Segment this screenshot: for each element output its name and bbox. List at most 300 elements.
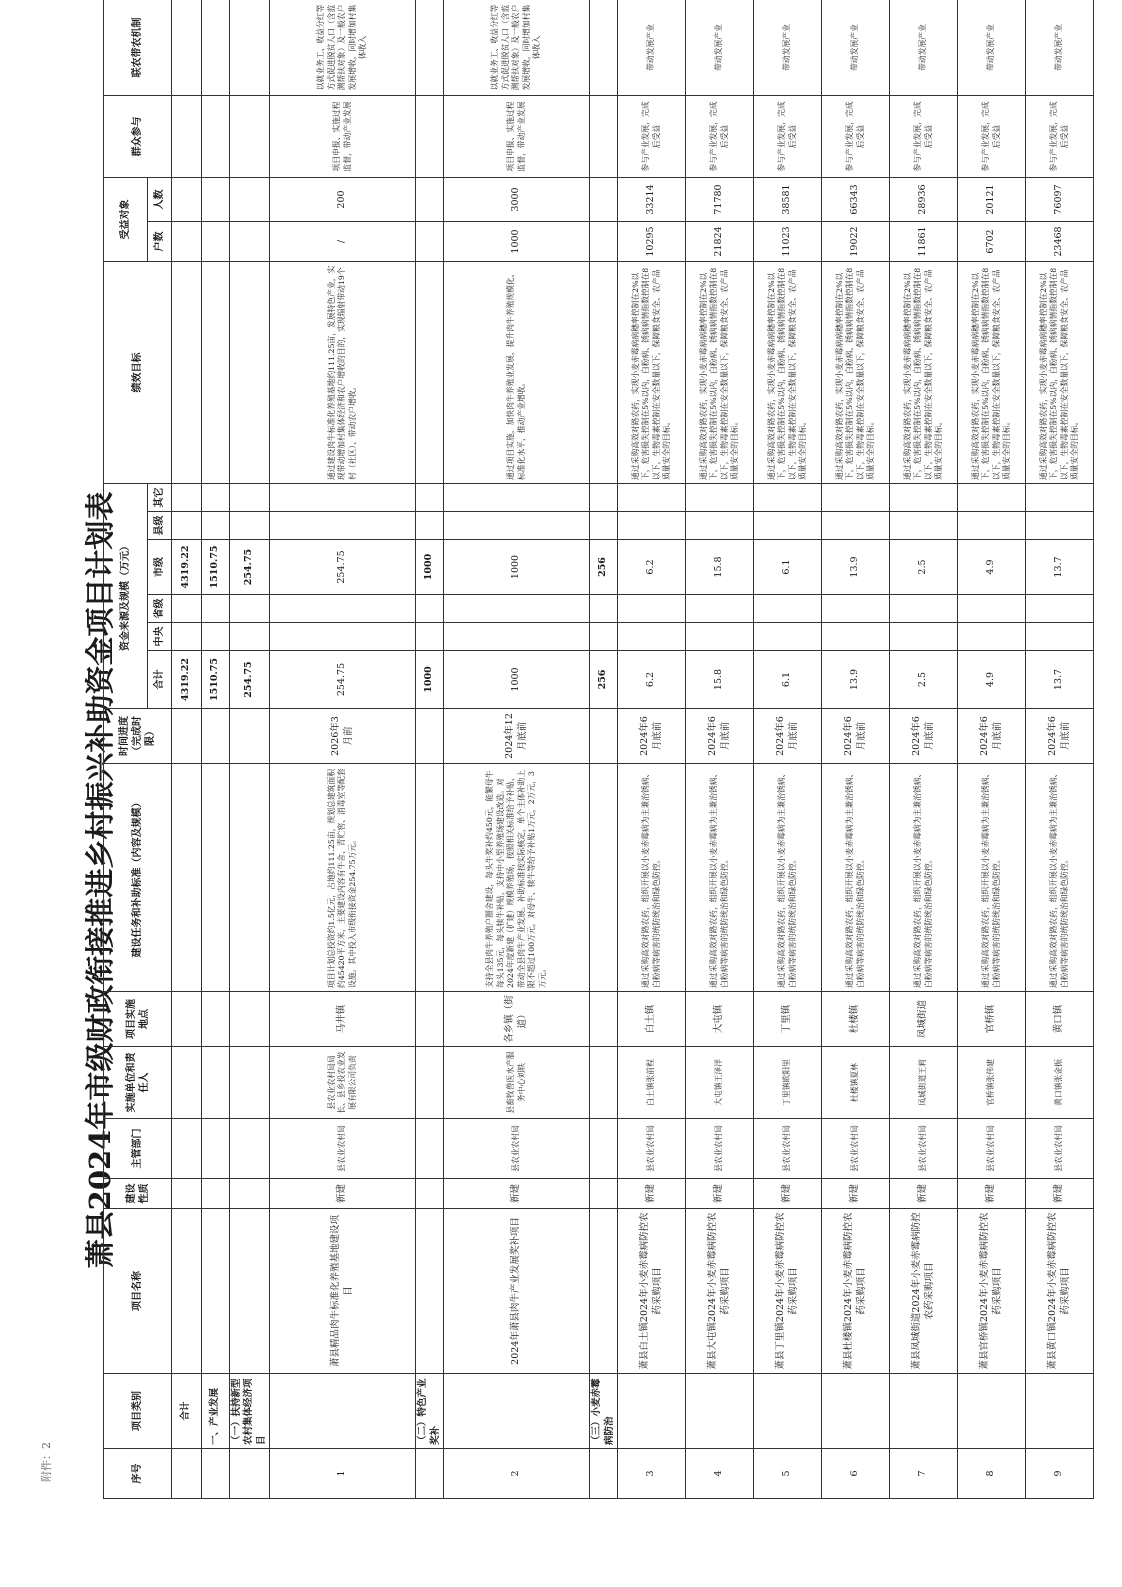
cell-nature: 新建 bbox=[270, 1179, 416, 1209]
cell-content bbox=[590, 764, 618, 992]
cell-nature: 新建 bbox=[958, 1179, 1026, 1209]
cell-participation: 参与产业发展，完成后受益 bbox=[754, 96, 822, 178]
cell-participation: 参与产业发展，完成后受益 bbox=[1026, 96, 1094, 178]
cell-households bbox=[590, 222, 618, 262]
cell-content: 通过采购高效对路农药，组织开展以小麦赤霉病为主兼治锈病、白粉病等病害的统防统治和绿色防控。 bbox=[890, 764, 958, 992]
table-body bbox=[172, 0, 1094, 1499]
cell-unit bbox=[202, 1047, 230, 1119]
page-title: 萧县2024年市级财政衔接推进乡村振兴补助资金项目计划表 bbox=[83, 491, 117, 1269]
cell-category: （一）扶持新型农村集体经济项目 bbox=[230, 1374, 270, 1449]
cell-location: 各乡镇（街道） bbox=[444, 992, 590, 1047]
cell-people: 66343 bbox=[822, 178, 890, 222]
table-row bbox=[754, 0, 822, 1499]
cell-target bbox=[416, 262, 444, 484]
cell-central bbox=[416, 623, 444, 651]
col-city: 市级 bbox=[148, 540, 172, 595]
cell-name: 萧县白土镇2024年小麦赤霉病防控农药采购项目 bbox=[618, 1209, 686, 1374]
cell-province bbox=[202, 595, 230, 623]
cell-category bbox=[890, 1374, 958, 1449]
cell-other bbox=[444, 484, 590, 512]
cell-content: 通过采购高效对路农药，组织开展以小麦赤霉病为主兼治锈病、白粉病等病害的统防统治和绿色防控。 bbox=[1026, 764, 1094, 992]
cell-unit bbox=[416, 1047, 444, 1119]
cell-province bbox=[590, 595, 618, 623]
cell-schedule: 2024年6月底前 bbox=[1026, 709, 1094, 764]
cell-schedule bbox=[590, 709, 618, 764]
cell-location: 大屯镇 bbox=[686, 992, 754, 1047]
cell-province bbox=[686, 595, 754, 623]
cell-seq: 8 bbox=[958, 1449, 1026, 1499]
cell-seq bbox=[230, 1449, 270, 1499]
cell-category bbox=[1026, 1374, 1094, 1449]
cell-city: 6.1 bbox=[754, 540, 822, 595]
cell-content: 支持全县肉牛养殖户圈舍建设，每头牛奖补约450元，能繁母牛每头135元，每头犊牛补贴，支持中小型养殖场建设改造。对2024年度新建（扩建）规模养殖场，按照相关标准给予补贴，带动全县肉牛产业发展。补助标准按实际核定，单个主体补助上限不超过100万元，对母牛、犊牛等给予补贴1万元，2万元，3万元。 bbox=[444, 764, 590, 992]
cell-dept: 县农业农村局 bbox=[822, 1119, 890, 1179]
cell-target bbox=[230, 262, 270, 484]
cell-other bbox=[416, 484, 444, 512]
cell-province bbox=[754, 595, 822, 623]
cell-households: / bbox=[270, 222, 416, 262]
cell-dept: 县农业农村局 bbox=[618, 1119, 686, 1179]
cell-category bbox=[444, 1374, 590, 1449]
cell-target bbox=[590, 262, 618, 484]
cell-households: 21824 bbox=[686, 222, 754, 262]
cell-target: 通过采购高效对路农药，实现小麦赤霉病病穗率控制在2%以下，危害损失控制在5%以内，白粉病、锈病病情指数控制在8以下，生物毒素控制在安全数量以下，保障粮食安全、农产品质量安全的目标。 bbox=[618, 262, 686, 484]
col-target: 绩效目标 bbox=[104, 262, 172, 484]
table-row bbox=[444, 0, 590, 1499]
cell-category: 一、产业发展 bbox=[202, 1374, 230, 1449]
cell-schedule: 2024年6月底前 bbox=[618, 709, 686, 764]
col-province: 省级 bbox=[148, 595, 172, 623]
cell-name bbox=[230, 1209, 270, 1374]
cell-linkage: 带动发展产业 bbox=[686, 0, 754, 96]
cell-city: 15.8 bbox=[686, 540, 754, 595]
cell-total: 4.9 bbox=[958, 651, 1026, 709]
col-county: 县级 bbox=[148, 512, 172, 540]
cell-name: 2024年萧县肉牛产业发展奖补项目 bbox=[444, 1209, 590, 1374]
cell-participation: 项目申报、实施过程监督，带动产业发展 bbox=[270, 96, 416, 178]
cell-people: 71780 bbox=[686, 178, 754, 222]
cell-province bbox=[958, 595, 1026, 623]
cell-total: 6.2 bbox=[618, 651, 686, 709]
cell-location: 凤城街道 bbox=[890, 992, 958, 1047]
cell-other bbox=[270, 484, 416, 512]
cell-dept: 县农业农村局 bbox=[1026, 1119, 1094, 1179]
cell-dept: 县农业农村局 bbox=[890, 1119, 958, 1179]
cell-households bbox=[416, 222, 444, 262]
cell-total: 254.75 bbox=[270, 651, 416, 709]
table-row bbox=[1026, 0, 1094, 1499]
cell-schedule bbox=[416, 709, 444, 764]
cell-province bbox=[230, 595, 270, 623]
cell-seq: 7 bbox=[890, 1449, 958, 1499]
cell-linkage bbox=[590, 0, 618, 96]
table-row bbox=[686, 0, 754, 1499]
col-content: 建设任务和补助标准（内容及规模） bbox=[104, 764, 172, 992]
cell-schedule: 2024年12月底前 bbox=[444, 709, 590, 764]
cell-province bbox=[890, 595, 958, 623]
cell-participation: 参与产业发展，完成后受益 bbox=[822, 96, 890, 178]
col-category: 项目类别 bbox=[104, 1374, 172, 1449]
header-row-1 bbox=[104, 0, 148, 1499]
cell-unit: 大屯镇王泽洋 bbox=[686, 1047, 754, 1119]
col-nature: 建设性质 bbox=[104, 1179, 172, 1209]
cell-target: 通过采购高效对路农药，实现小麦赤霉病病穗率控制在2%以下，危害损失控制在5%以内，白粉病、锈病病情指数控制在8以下，生物毒素控制在安全数量以下，保障粮食安全、农产品质量安全的目标。 bbox=[958, 262, 1026, 484]
cell-seq bbox=[416, 1449, 444, 1499]
cell-unit: 凤城街道王莉 bbox=[890, 1047, 958, 1119]
cell-category bbox=[618, 1374, 686, 1449]
cell-nature: 新建 bbox=[1026, 1179, 1094, 1209]
cell-location bbox=[416, 992, 444, 1047]
cell-other bbox=[754, 484, 822, 512]
cell-location: 杜楼镇 bbox=[822, 992, 890, 1047]
summary-city: 4319.22 bbox=[172, 540, 202, 595]
cell-linkage: 带动发展产业 bbox=[1026, 0, 1094, 96]
cell-participation: 参与产业发展，完成后受益 bbox=[890, 96, 958, 178]
col-funds: 资金来源及规模（万元） bbox=[104, 484, 148, 709]
cell-other bbox=[202, 484, 230, 512]
cell-province bbox=[444, 595, 590, 623]
col-dept: 主管部门 bbox=[104, 1119, 172, 1179]
cell-county bbox=[416, 512, 444, 540]
cell-people: 33214 bbox=[618, 178, 686, 222]
cell-dept: 县农业农村局 bbox=[444, 1119, 590, 1179]
cell-dept bbox=[590, 1119, 618, 1179]
cell-total: 6.1 bbox=[754, 651, 822, 709]
cell-households: 11023 bbox=[754, 222, 822, 262]
cell-seq bbox=[202, 1449, 230, 1499]
cell-central bbox=[270, 623, 416, 651]
cell-county bbox=[958, 512, 1026, 540]
cell-category bbox=[270, 1374, 416, 1449]
cell-province bbox=[1026, 595, 1094, 623]
cell-participation bbox=[230, 96, 270, 178]
cell-households: 10295 bbox=[618, 222, 686, 262]
cell-location: 白土镇 bbox=[618, 992, 686, 1047]
cell-dept bbox=[416, 1119, 444, 1179]
cell-category: （三）小麦赤霉病防治 bbox=[590, 1374, 618, 1449]
cell-city: 1000 bbox=[444, 540, 590, 595]
cell-city: 254.75 bbox=[230, 540, 270, 595]
cell-name: 萧县丁里镇2024年小麦赤霉病防控农药采购项目 bbox=[754, 1209, 822, 1374]
cell-nature bbox=[230, 1179, 270, 1209]
cell-people: 3000 bbox=[444, 178, 590, 222]
cell-nature bbox=[590, 1179, 618, 1209]
cell-city: 13.7 bbox=[1026, 540, 1094, 595]
summary-row bbox=[172, 0, 202, 1499]
cell-location bbox=[590, 992, 618, 1047]
cell-households: 6702 bbox=[958, 222, 1026, 262]
cell-dept: 县农业农村局 bbox=[958, 1119, 1026, 1179]
cell-total: 256 bbox=[590, 651, 618, 709]
cell-name: 萧县精品肉牛标准化养殖基地建设项目 bbox=[270, 1209, 416, 1374]
cell-linkage: 带动发展产业 bbox=[618, 0, 686, 96]
cell-total: 1000 bbox=[416, 651, 444, 709]
cell-linkage bbox=[416, 0, 444, 96]
cell-total: 15.8 bbox=[686, 651, 754, 709]
cell-linkage: 以就业务工、收益分红等方式促进脱贫人口（含监测帮扶对象）及一般农户发展增收，同时增加村集体收入 bbox=[444, 0, 590, 96]
col-location: 项目实施地点 bbox=[104, 992, 172, 1047]
cell-other bbox=[822, 484, 890, 512]
cell-households: 23468 bbox=[1026, 222, 1094, 262]
cell-nature bbox=[416, 1179, 444, 1209]
cell-other bbox=[890, 484, 958, 512]
cell-category: （二）特色产业奖补 bbox=[416, 1374, 444, 1449]
cell-nature: 新建 bbox=[686, 1179, 754, 1209]
cell-schedule bbox=[230, 709, 270, 764]
cell-nature: 新建 bbox=[822, 1179, 890, 1209]
table-row bbox=[890, 0, 958, 1499]
cell-county bbox=[754, 512, 822, 540]
table-row bbox=[590, 0, 618, 1499]
cell-county bbox=[590, 512, 618, 540]
cell-schedule: 2024年6月底前 bbox=[822, 709, 890, 764]
cell-central bbox=[1026, 623, 1094, 651]
table-row bbox=[618, 0, 686, 1499]
cell-county bbox=[686, 512, 754, 540]
summary-label: 合计 bbox=[172, 1374, 202, 1449]
cell-content: 项目计划总投资约1.5亿元，占地约111.25亩，规划总建筑面积约45420平方米，主要建设内容有牛舍、青贮窖、消毒室等配套设施。其中投入市级衔接资金254.75万元。 bbox=[270, 764, 416, 992]
cell-seq: 9 bbox=[1026, 1449, 1094, 1499]
cell-central bbox=[202, 623, 230, 651]
cell-schedule: 2024年6月底前 bbox=[686, 709, 754, 764]
col-schedule: 时间进度（完成时限） bbox=[104, 709, 172, 764]
cell-content: 通过采购高效对路农药，组织开展以小麦赤霉病为主兼治锈病、白粉病等病害的统防统治和绿色防控。 bbox=[822, 764, 890, 992]
cell-dept bbox=[230, 1119, 270, 1179]
cell-participation: 参与产业发展，完成后受益 bbox=[958, 96, 1026, 178]
cell-county bbox=[618, 512, 686, 540]
cell-participation bbox=[590, 96, 618, 178]
cell-target: 通过采购高效对路农药，实现小麦赤霉病病穗率控制在2%以下，危害损失控制在5%以内，白粉病、锈病病情指数控制在8以下，生物毒素控制在安全数量以下，保障粮食安全、农产品质量安全的目标。 bbox=[686, 262, 754, 484]
cell-name bbox=[590, 1209, 618, 1374]
cell-name bbox=[202, 1209, 230, 1374]
cell-category bbox=[754, 1374, 822, 1449]
cell-schedule: 2024年6月底前 bbox=[958, 709, 1026, 764]
cell-unit: 县农业农村局局长、县乡投农业发展有限公司负责 bbox=[270, 1047, 416, 1119]
cell-target: 通过建设肉牛标准化养殖基地约111.25亩，发展特色产业，实现带动增加村集体经济和农户增收的目的，实现辐射带动19个村（社区）、带动农户增收。 bbox=[270, 262, 416, 484]
cell-schedule bbox=[202, 709, 230, 764]
cell-dept: 县农业农村局 bbox=[686, 1119, 754, 1179]
cell-seq: 4 bbox=[686, 1449, 754, 1499]
col-unit: 实施单位和责任人 bbox=[104, 1047, 172, 1119]
cell-people: 38581 bbox=[754, 178, 822, 222]
cell-county bbox=[1026, 512, 1094, 540]
cell-dept: 县农业农村局 bbox=[270, 1119, 416, 1179]
cell-households bbox=[202, 222, 230, 262]
cell-central bbox=[444, 623, 590, 651]
cell-target bbox=[202, 262, 230, 484]
cell-other bbox=[230, 484, 270, 512]
cell-people bbox=[202, 178, 230, 222]
cell-central bbox=[754, 623, 822, 651]
cell-location: 官桥镇 bbox=[958, 992, 1026, 1047]
cell-people: 28936 bbox=[890, 178, 958, 222]
col-total: 合计 bbox=[148, 651, 172, 709]
cell-schedule: 2026年3月前 bbox=[270, 709, 416, 764]
cell-nature: 新建 bbox=[444, 1179, 590, 1209]
cell-province bbox=[270, 595, 416, 623]
cell-seq: 5 bbox=[754, 1449, 822, 1499]
cell-category bbox=[958, 1374, 1026, 1449]
col-seq: 序号 bbox=[104, 1449, 172, 1499]
cell-unit: 杜楼镇夏林 bbox=[822, 1047, 890, 1119]
table-row bbox=[416, 0, 444, 1499]
cell-central bbox=[958, 623, 1026, 651]
cell-households: 11861 bbox=[890, 222, 958, 262]
cell-dept bbox=[202, 1119, 230, 1179]
cell-unit: 黄口镇张金振 bbox=[1026, 1047, 1094, 1119]
cell-unit bbox=[230, 1047, 270, 1119]
cell-name: 萧县杜楼镇2024年小麦赤霉病防控农药采购项目 bbox=[822, 1209, 890, 1374]
cell-people: 76097 bbox=[1026, 178, 1094, 222]
cell-city: 13.9 bbox=[822, 540, 890, 595]
cell-participation bbox=[202, 96, 230, 178]
cell-county bbox=[444, 512, 590, 540]
cell-other bbox=[590, 484, 618, 512]
col-participation: 群众参与 bbox=[104, 96, 172, 178]
cell-linkage: 以就业务工、收益分红等方式促进脱贫人口（含监测帮扶对象）及一般农户发展增收，同时增加村集体收入 bbox=[270, 0, 416, 96]
cell-content bbox=[230, 764, 270, 992]
cell-schedule: 2024年6月底前 bbox=[754, 709, 822, 764]
col-linkage: 联农带农机制 bbox=[104, 0, 172, 96]
cell-people bbox=[416, 178, 444, 222]
cell-unit: 丁里镇欧阳里 bbox=[754, 1047, 822, 1119]
cell-target: 通过采购高效对路农药，实现小麦赤霉病病穗率控制在2%以下，危害损失控制在5%以内，白粉病、锈病病情指数控制在8以下，生物毒素控制在安全数量以下，保障粮食安全、农产品质量安全的目标。 bbox=[1026, 262, 1094, 484]
cell-other bbox=[686, 484, 754, 512]
cell-content: 通过采购高效对路农药，组织开展以小麦赤霉病为主兼治锈病、白粉病等病害的统防统治和绿色防控。 bbox=[958, 764, 1026, 992]
cell-location bbox=[230, 992, 270, 1047]
cell-seq: 6 bbox=[822, 1449, 890, 1499]
cell-unit: 县畜牧兽医水产服务中心刘轶 bbox=[444, 1047, 590, 1119]
cell-content bbox=[202, 764, 230, 992]
cell-dept: 县农业农村局 bbox=[754, 1119, 822, 1179]
cell-central bbox=[686, 623, 754, 651]
cell-seq bbox=[590, 1449, 618, 1499]
cell-city: 1000 bbox=[416, 540, 444, 595]
attachment-label: 附件：2 bbox=[40, 1442, 53, 1482]
cell-linkage: 带动发展产业 bbox=[754, 0, 822, 96]
cell-target: 通过采购高效对路农药，实现小麦赤霉病病穗率控制在2%以下，危害损失控制在5%以内，白粉病、锈病病情指数控制在8以下，生物毒素控制在安全数量以下，保障粮食安全、农产品质量安全的目标。 bbox=[822, 262, 890, 484]
cell-participation: 项目申报、实施过程监督，带动产业发展 bbox=[444, 96, 590, 178]
cell-province bbox=[618, 595, 686, 623]
cell-central bbox=[618, 623, 686, 651]
table-row bbox=[958, 0, 1026, 1499]
cell-other bbox=[1026, 484, 1094, 512]
cell-linkage: 带动发展产业 bbox=[958, 0, 1026, 96]
cell-total: 254.75 bbox=[230, 651, 270, 709]
table-row bbox=[270, 0, 416, 1499]
col-other: 其它 bbox=[148, 484, 172, 512]
cell-central bbox=[590, 623, 618, 651]
cell-other bbox=[618, 484, 686, 512]
cell-content: 通过采购高效对路农药，组织开展以小麦赤霉病为主兼治锈病、白粉病等病害的统防统治和绿色防控。 bbox=[686, 764, 754, 992]
cell-central bbox=[822, 623, 890, 651]
plan-table-container bbox=[103, 4, 1080, 1499]
cell-people bbox=[590, 178, 618, 222]
cell-name: 萧县凤城街道2024年小麦赤霉病防控农药采购项目 bbox=[890, 1209, 958, 1374]
cell-unit bbox=[590, 1047, 618, 1119]
col-people: 人数 bbox=[148, 178, 172, 222]
cell-people: 200 bbox=[270, 178, 416, 222]
col-name: 项目名称 bbox=[104, 1209, 172, 1374]
cell-city: 254.75 bbox=[270, 540, 416, 595]
cell-target: 通过项目实施，加快肉牛养殖业发展，提升肉牛养殖规模化、标准化水平，推动产业增收。 bbox=[444, 262, 590, 484]
cell-seq: 3 bbox=[618, 1449, 686, 1499]
table-row bbox=[822, 0, 890, 1499]
cell-nature: 新建 bbox=[618, 1179, 686, 1209]
cell-location bbox=[202, 992, 230, 1047]
cell-other bbox=[958, 484, 1026, 512]
cell-central bbox=[890, 623, 958, 651]
cell-name: 萧县官桥镇2024年小麦赤霉病防控农药采购项目 bbox=[958, 1209, 1026, 1374]
cell-nature: 新建 bbox=[890, 1179, 958, 1209]
cell-total: 13.9 bbox=[822, 651, 890, 709]
cell-content: 通过采购高效对路农药，组织开展以小麦赤霉病为主兼治锈病、白粉病等病害的统防统治和绿色防控。 bbox=[618, 764, 686, 992]
cell-name: 萧县黄口镇2024年小麦赤霉病防控农药采购项目 bbox=[1026, 1209, 1094, 1374]
cell-linkage bbox=[230, 0, 270, 96]
cell-people bbox=[230, 178, 270, 222]
project-plan-table bbox=[103, 0, 1094, 1499]
cell-county bbox=[822, 512, 890, 540]
cell-people: 20121 bbox=[958, 178, 1026, 222]
cell-total: 13.7 bbox=[1026, 651, 1094, 709]
cell-county bbox=[270, 512, 416, 540]
table-row bbox=[202, 0, 230, 1499]
cell-participation bbox=[416, 96, 444, 178]
col-households: 户数 bbox=[148, 222, 172, 262]
cell-content: 通过采购高效对路农药，组织开展以小麦赤霉病为主兼治锈病、白粉病等病害的统防统治和绿色防控。 bbox=[754, 764, 822, 992]
cell-linkage: 带动发展产业 bbox=[822, 0, 890, 96]
cell-city: 1510.75 bbox=[202, 540, 230, 595]
cell-province bbox=[822, 595, 890, 623]
cell-category bbox=[822, 1374, 890, 1449]
cell-location: 丁里镇 bbox=[754, 992, 822, 1047]
cell-linkage: 带动发展产业 bbox=[890, 0, 958, 96]
cell-participation: 参与产业发展，完成后受益 bbox=[618, 96, 686, 178]
summary-total: 4319.22 bbox=[172, 651, 202, 709]
cell-households: 19022 bbox=[822, 222, 890, 262]
col-beneficiary: 受益对象 bbox=[104, 178, 148, 262]
cell-target: 通过采购高效对路农药，实现小麦赤霉病病穗率控制在2%以下，危害损失控制在5%以内，白粉病、锈病病情指数控制在8以下，生物毒素控制在安全数量以下，保障粮食安全、农产品质量安全的目标。 bbox=[890, 262, 958, 484]
cell-total: 1510.75 bbox=[202, 651, 230, 709]
cell-seq: 1 bbox=[270, 1449, 416, 1499]
cell-total: 1000 bbox=[444, 651, 590, 709]
cell-participation: 参与产业发展，完成后受益 bbox=[686, 96, 754, 178]
cell-target: 通过采购高效对路农药，实现小麦赤霉病病穗率控制在2%以下，危害损失控制在5%以内，白粉病、锈病病情指数控制在8以下，生物毒素控制在安全数量以下，保障粮食安全、农产品质量安全的目标。 bbox=[754, 262, 822, 484]
cell-location: 黄口镇 bbox=[1026, 992, 1094, 1047]
cell-name: 萧县大屯镇2024年小麦赤霉病防控农药采购项目 bbox=[686, 1209, 754, 1374]
cell-province bbox=[416, 595, 444, 623]
cell-category bbox=[686, 1374, 754, 1449]
cell-content bbox=[416, 764, 444, 992]
cell-total: 2.5 bbox=[890, 651, 958, 709]
col-central: 中央 bbox=[148, 623, 172, 651]
cell-nature: 新建 bbox=[754, 1179, 822, 1209]
cell-city: 4.9 bbox=[958, 540, 1026, 595]
cell-name bbox=[416, 1209, 444, 1374]
cell-city: 256 bbox=[590, 540, 618, 595]
cell-households: 1000 bbox=[444, 222, 590, 262]
table-row bbox=[230, 0, 270, 1499]
cell-schedule: 2024年6月底前 bbox=[890, 709, 958, 764]
cell-city: 6.2 bbox=[618, 540, 686, 595]
cell-unit: 白土镇张前程 bbox=[618, 1047, 686, 1119]
cell-nature bbox=[202, 1179, 230, 1209]
cell-central bbox=[230, 623, 270, 651]
cell-households bbox=[230, 222, 270, 262]
cell-unit: 官桥镇张伟建 bbox=[958, 1047, 1026, 1119]
cell-seq: 2 bbox=[444, 1449, 590, 1499]
cell-location: 马井镇 bbox=[270, 992, 416, 1047]
